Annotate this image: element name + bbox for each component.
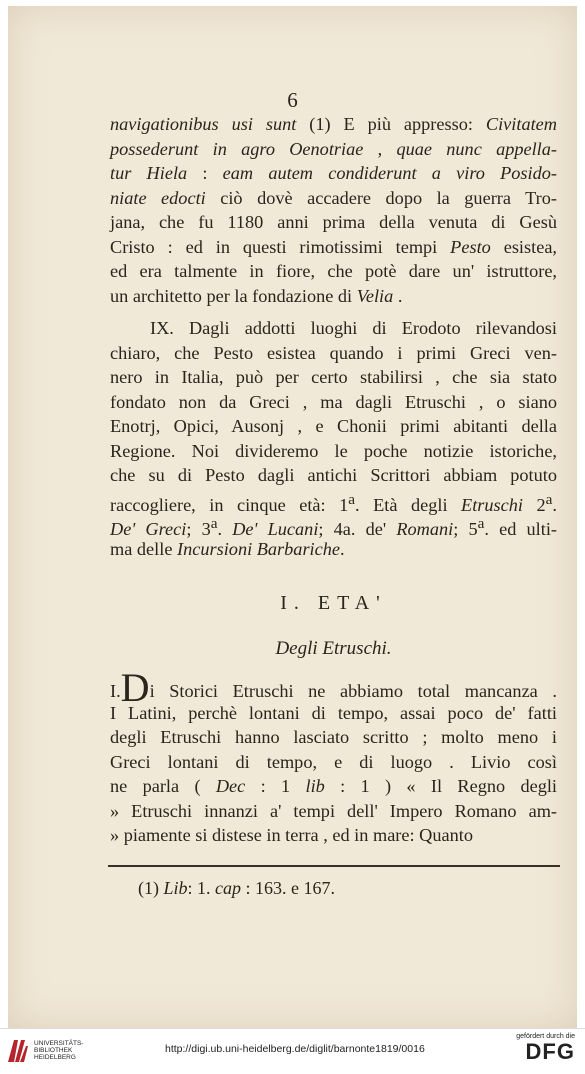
text-line: Greci lontani di tempo, e di luogo . Livio così [110,751,557,772]
text-line: ne parla ( Dec : 1 lib : 1 ) « Il Regno degli [110,776,557,796]
section-number: I. [110,681,121,701]
text-line: nero in Italia, può per certo stabilirsi , che sia stato [110,367,557,387]
paragraph-1 [110,112,557,308]
section-subheading: Degli Etruschi. [275,638,392,659]
text-line: che su di Pesto dagli antichi Scrittori abbiam potuto [110,465,557,485]
footnote: (1) Lib: 1. cap : 163. e 167. [138,878,336,898]
text-line: » Etruschi innanzi a' tempi dell' Impero Romano am- [110,800,557,821]
text-line: De' Greci; 3$^a$. De' Lucani; 4a. de' Romani; 5$^a$. ed ulti- [110,515,557,540]
text-line: Enotrj, Opici, Ausonj , e Chonii primi abitanti della [110,416,557,436]
text-line: I Latini, perchè lontani di tempo, assai poco de' fatti [110,702,557,723]
text-line: un architetto per la fondazione di Velia . [110,285,403,306]
text-line: ma delle Incursioni Barbariche. [110,538,345,559]
text-line: degli Etruschi hanno lasciato scritto ; molto meno i [110,727,557,747]
text-line: IX. Dagli addotti luoghi di Erodoto rilevandosi [150,318,557,338]
library-logo-text: UNIVERSITÄTS- BIBLIOTHEK HEIDELBERG [34,1039,84,1061]
page-number: 6 [287,88,298,112]
text-line: niate edocti ciò dovè accadere dopo la guerra Tro- [110,187,557,208]
text-block-top [110,112,557,561]
library-logo[interactable] [6,1036,104,1064]
page-url[interactable]: http://digi.ub.uni-heidelberg.de/diglit/barnonte1819/0016 [165,1043,425,1055]
text-line: jana, che fu 1180 anni prima della venuta di Gesù [110,212,557,232]
viewer-footer [0,1028,585,1074]
text-line: ed era talmente in fiore, che potè dare un' istruttore, [110,261,557,281]
dfg-logo: DFG [525,1039,575,1064]
footnote-rule [108,865,560,867]
text-line: » piamente si distese in terra , ed in mare: Quanto [110,825,473,845]
drop-cap: D [120,665,150,710]
text-line: raccogliere, in cinque età: 1$^a$. Età degli Etruschi 2$^a$. [110,490,557,515]
paragraph-2 [110,316,557,561]
text-line: possederunt in agro Oenotriae , quae nunc appella- [110,138,557,159]
text-line: chiaro, che Pesto esistea quando i primi Greci ven- [110,342,557,363]
text-block-bottom [110,665,557,848]
text-line: fondato non da Greci , ma dagli Etruschi , o siano [110,391,557,412]
text-line: Regione. Noi divideremo le poche notizie istoriche, [110,440,557,461]
text-line: tur Hiela : eam autem condiderunt a viro Posido- [110,163,557,183]
library-logo-icon [6,1036,30,1064]
funding-badge[interactable] [516,1033,575,1064]
funding-text: gefördert durch die [516,1033,575,1040]
text-line: I.Di Storici Etruschi ne abbiamo total mancanza . [110,665,557,710]
paragraph-3 [110,665,557,848]
text-line: navigationibus usi sunt (1) E più appresso: Civitatem [110,114,557,134]
section-heading: I. ETA' [280,592,387,614]
text-line: Cristo : ed in questi rimotissimi tempi Pesto esistea, [110,236,557,257]
